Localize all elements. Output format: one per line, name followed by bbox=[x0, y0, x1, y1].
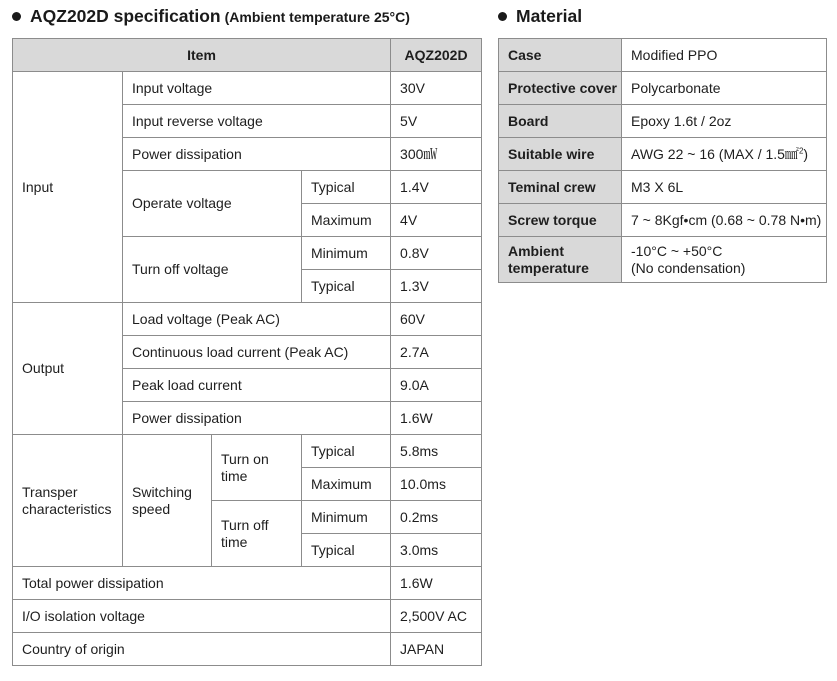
turn-off-time bbox=[212, 501, 302, 567]
condition-label: Typical bbox=[302, 435, 391, 468]
row-label: Power dissipation bbox=[123, 138, 391, 171]
row-label: Teminal crew bbox=[499, 171, 622, 204]
material-heading bbox=[498, 6, 582, 27]
spec-subtitle: (Ambient temperature 25°C) bbox=[224, 8, 410, 25]
row-label: Input reverse voltage bbox=[123, 105, 391, 138]
header-model: AQZ202D bbox=[391, 39, 482, 72]
row-value: 3.0ms bbox=[391, 534, 482, 567]
turn-off-line2: time bbox=[221, 533, 248, 550]
ambient-label-line2: temperature bbox=[508, 259, 589, 276]
row-value: 0.8V bbox=[391, 237, 482, 270]
table-row bbox=[13, 600, 482, 633]
row-label: Suitable wire bbox=[499, 138, 622, 171]
row-value: 1.6W bbox=[391, 402, 482, 435]
table-row bbox=[499, 39, 827, 72]
row-value bbox=[622, 138, 827, 171]
wire-value-main: AWG 22 ~ 16 (MAX / 1.5㎟ bbox=[631, 145, 799, 162]
spec-title: AQZ202D specification bbox=[30, 6, 221, 26]
table-row bbox=[499, 204, 827, 237]
row-value: 2.7A bbox=[391, 336, 482, 369]
row-value: JAPAN bbox=[391, 633, 482, 666]
switching-speed-line2: speed bbox=[132, 500, 171, 517]
table-header-row bbox=[13, 39, 482, 72]
material-table bbox=[498, 38, 827, 283]
condition-label: Typical bbox=[302, 270, 391, 303]
row-label: Peak load current bbox=[123, 369, 391, 402]
row-label: Protective cover bbox=[499, 72, 622, 105]
row-value: M3 X 6L bbox=[622, 171, 827, 204]
turn-on-time bbox=[212, 435, 302, 501]
row-value: 1.3V bbox=[391, 270, 482, 303]
wire-value-end: ) bbox=[803, 145, 809, 162]
group-transfer-line1: Transper bbox=[22, 483, 78, 500]
turn-on-line1: Turn on bbox=[221, 450, 269, 467]
row-label: Power dissipation bbox=[123, 402, 391, 435]
ambient-label-line1: Ambient bbox=[508, 242, 564, 259]
row-label: Load voltage (Peak AC) bbox=[123, 303, 391, 336]
table-row bbox=[13, 435, 482, 468]
group-transfer bbox=[13, 435, 123, 567]
condition-label: Maximum bbox=[302, 468, 391, 501]
row-value: 9.0A bbox=[391, 369, 482, 402]
row-label: Input voltage bbox=[123, 72, 391, 105]
row-label: Operate voltage bbox=[123, 171, 302, 237]
group-transfer-line2: characteristics bbox=[22, 500, 112, 517]
table-row bbox=[499, 105, 827, 138]
row-value: Modified PPO bbox=[622, 39, 827, 72]
header-item: Item bbox=[13, 39, 391, 72]
row-value: 1.4V bbox=[391, 171, 482, 204]
row-label: Turn off voltage bbox=[123, 237, 302, 303]
row-value: 0.2ms bbox=[391, 501, 482, 534]
row-value: 2,500V AC bbox=[391, 600, 482, 633]
ambient-value-line1: -10°C ~ +50°C bbox=[631, 242, 723, 259]
spec-table bbox=[12, 38, 482, 666]
spec-heading bbox=[12, 6, 410, 27]
bullet-icon bbox=[498, 12, 507, 21]
table-row bbox=[13, 633, 482, 666]
bullet-icon bbox=[12, 12, 21, 21]
turn-on-line2: time bbox=[221, 467, 248, 484]
condition-label: Typical bbox=[302, 534, 391, 567]
condition-label: Typical bbox=[302, 171, 391, 204]
switching-speed-line1: Switching bbox=[132, 483, 192, 500]
row-label: Screw torque bbox=[499, 204, 622, 237]
row-value: 1.6W bbox=[391, 567, 482, 600]
row-value: 60V bbox=[391, 303, 482, 336]
table-row bbox=[499, 138, 827, 171]
ambient-value-line2: (No condensation) bbox=[631, 259, 746, 276]
row-value: 300㎽ bbox=[391, 138, 482, 171]
condition-label: Minimum bbox=[302, 237, 391, 270]
row-value bbox=[622, 237, 827, 283]
turn-off-line1: Turn off bbox=[221, 516, 269, 533]
row-value: 5V bbox=[391, 105, 482, 138]
row-label: Country of origin bbox=[13, 633, 391, 666]
table-row bbox=[13, 567, 482, 600]
table-row bbox=[499, 72, 827, 105]
row-value: 5.8ms bbox=[391, 435, 482, 468]
row-label: Continuous load current (Peak AC) bbox=[123, 336, 391, 369]
condition-label: Minimum bbox=[302, 501, 391, 534]
group-input: Input bbox=[13, 72, 123, 303]
row-label: Board bbox=[499, 105, 622, 138]
row-value: 7 ~ 8Kgf•cm (0.68 ~ 0.78 N•m) bbox=[622, 204, 827, 237]
row-label: Case bbox=[499, 39, 622, 72]
row-value: 10.0ms bbox=[391, 468, 482, 501]
wire-value-sup: 2 bbox=[798, 145, 804, 155]
row-label: I/O isolation voltage bbox=[13, 600, 391, 633]
row-value: 30V bbox=[391, 72, 482, 105]
table-row bbox=[13, 72, 482, 105]
switching-speed bbox=[123, 435, 212, 567]
row-label bbox=[499, 237, 622, 283]
row-label: Total power dissipation bbox=[13, 567, 391, 600]
row-value: Epoxy 1.6t / 2oz bbox=[622, 105, 827, 138]
table-row bbox=[499, 171, 827, 204]
table-row bbox=[499, 237, 827, 283]
group-output: Output bbox=[13, 303, 123, 435]
row-value: Polycarbonate bbox=[622, 72, 827, 105]
material-title: Material bbox=[516, 6, 583, 26]
row-value: 4V bbox=[391, 204, 482, 237]
table-row bbox=[13, 303, 482, 336]
condition-label: Maximum bbox=[302, 204, 391, 237]
